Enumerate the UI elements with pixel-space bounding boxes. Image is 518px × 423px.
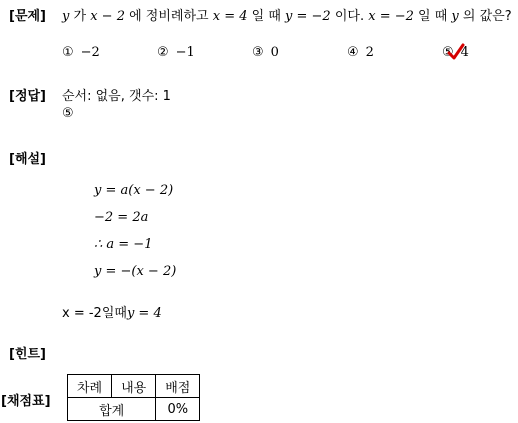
explanation-step: y = −(x − 2) (94, 264, 177, 279)
choice-1[interactable]: ① −2 (62, 45, 100, 60)
score-table (67, 374, 200, 421)
total-value-cell: 0% (156, 398, 200, 421)
check-mark-icon (447, 43, 465, 61)
table-header-cell: 내용 (112, 375, 156, 398)
explanation-label: [해설] (9, 152, 46, 167)
table-header-row (68, 375, 200, 398)
score-table-label: [채점표] (1, 394, 51, 409)
table-header-cell: 배점 (156, 375, 200, 398)
total-label-cell: 합계 (68, 398, 156, 421)
choice-4[interactable]: ④ 2 (347, 45, 374, 60)
problem-text: y 가 x − 2 에 정비례하고 x = 4 일 때 y = −2 이다. x = −2 일 때 y 의 값은? (62, 9, 512, 24)
table-header-cell: 차례 (68, 375, 112, 398)
problem-label: [문제] (9, 9, 46, 24)
answer-label: [정답] (9, 89, 46, 104)
answer-choice: ⑤ (62, 106, 74, 121)
hint-label: [힌트] (9, 347, 46, 362)
explanation-step: y = a(x − 2) (94, 183, 174, 198)
choice-2[interactable]: ② −1 (157, 45, 195, 60)
choice-5[interactable]: ⑤ 4 (442, 45, 469, 60)
choice-3[interactable]: ③ 0 (252, 45, 279, 60)
explanation-step: −2 = 2a (94, 210, 149, 225)
explanation-step: ∴ a = −1 (94, 237, 153, 252)
explanation-conclusion: x = -2일때y = 4 (62, 306, 162, 321)
table-total-row (68, 398, 200, 421)
answer-order-count: 순서: 없음, 갯수: 1 (62, 89, 171, 104)
